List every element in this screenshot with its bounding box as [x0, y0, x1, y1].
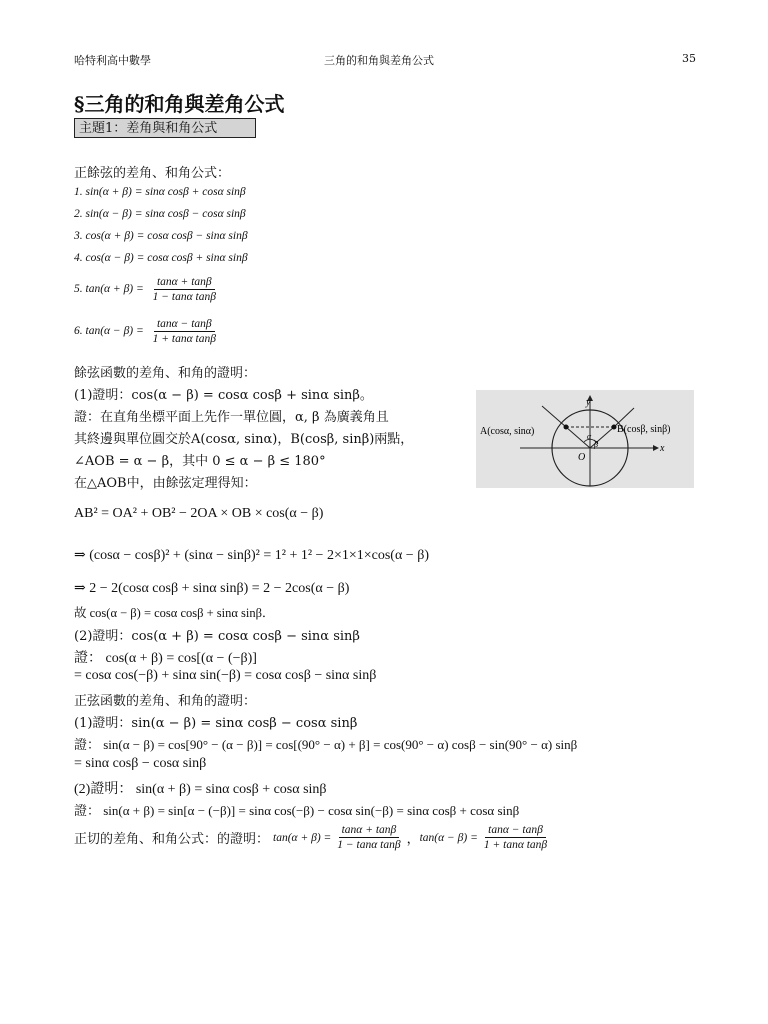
- point-b-label: B(cosβ, sinβ): [617, 424, 671, 435]
- unit-circle-figure: [476, 390, 694, 488]
- sec4-lead: 正切的差角、和角公式：的證明：: [74, 832, 270, 847]
- header-center: 三角的和角與差角公式: [324, 54, 434, 67]
- alpha-label: α: [587, 432, 592, 441]
- ray-a-extension: [542, 406, 566, 427]
- formula-6-lhs: 6. tan(α − β) =: [74, 325, 144, 338]
- formula-5-lhs: 5. tan(α + β) =: [74, 283, 144, 296]
- sec2-equation-3: ⇒ 2 − 2(cosα cosβ + sinα sinβ) = 2 − 2cos(α − β): [74, 581, 350, 596]
- sec2-proof-2-statement: (2)證明：cos(α + β) = cosα cosβ − sinα sinβ: [74, 629, 360, 644]
- origin-label: O: [578, 452, 586, 463]
- formula-6-numerator: tanα − tanβ: [154, 318, 215, 332]
- formula-5-fraction: [150, 276, 219, 303]
- sec4-separator: ，: [406, 832, 420, 847]
- sec2-equation-6: = cosα cos(−β) + sinα sin(−β) = cosα cosβ − sinα sinβ: [74, 668, 377, 683]
- sec3-proof-2-statement: (2)證明： sin(α + β) = sinα cosβ + cosα sinβ: [74, 782, 327, 797]
- formula-2: 2. sin(α − β) = sinα cosβ − cosα sinβ: [74, 208, 246, 220]
- sec2-line-2: 其終邊與單位圓交於A(cosα, sinα)，B(cosβ, sinβ)兩點，: [74, 432, 414, 447]
- sec2-equation-5: 證： cos(α + β) = cos[(α − (−β)]: [74, 651, 257, 666]
- topic-box: 主題1：差角與和角公式: [74, 118, 256, 138]
- sec2-proof-1-statement: (1)證明：cos(α − β) = cosα cosβ + sinα sinβ。: [74, 388, 373, 403]
- point-a: [564, 425, 569, 430]
- sec4-b-numerator: tanα − tanβ: [485, 824, 546, 838]
- formula-5-numerator: tanα + tanβ: [154, 276, 215, 290]
- point-b: [612, 425, 617, 430]
- point-a-label: A(cosα, sinα): [480, 426, 535, 437]
- sec2-equation-2: ⇒ (cosα − cosβ)² + (sinα − sinβ)² = 1² + 1² − 2×1×1×cos(α − β): [74, 548, 429, 563]
- formula-3: 3. cos(α + β) = cosα cosβ − sinα sinβ: [74, 230, 248, 242]
- sec2-line-4: 在△AOB中，由餘弦定理得知：: [74, 476, 257, 491]
- page-title: §三角的和角與差角公式: [74, 92, 285, 116]
- formula-6-fraction: [150, 318, 219, 345]
- sec3-equation-2: = sinα cosβ − cosα sinβ: [74, 756, 207, 771]
- sec4-b-lhs: tan(α − β) =: [419, 831, 478, 844]
- sec3-equation-1: 證： sin(α − β) = cos[90° − (α − β)] = cos[(90° − α) + β] = cos(90° − α) cosβ − sin(90° − α) sinβ: [74, 737, 578, 752]
- sec2-equation-1: AB² = OA² + OB² − 2OA × OB × cos(α − β): [74, 506, 324, 521]
- formula-1: 1. sin(α + β) = sinα cosβ + cosα sinβ: [74, 186, 246, 198]
- sec3-equation-3: 證： sin(α + β) = sin[α − (−β)] = sinα cos(−β) − cosα sin(−β) = sinα cosβ + cosα sinβ: [74, 803, 520, 818]
- sec4-b-fraction: [481, 824, 550, 851]
- sec3-proof-1-statement: (1)證明：sin(α − β) = sinα cosβ − cosα sinβ: [74, 716, 358, 731]
- beta-label: β: [594, 440, 598, 449]
- sec2-heading: 餘弦函數的差角、和角的證明：: [74, 366, 257, 381]
- formula-6-denominator: 1 + tanα tanβ: [152, 333, 216, 345]
- sec4-a-numerator: tanα + tanβ: [339, 824, 400, 838]
- header-left: 哈特利高中數學: [74, 54, 151, 67]
- x-axis-label: x: [660, 443, 665, 454]
- formula-5: [74, 276, 222, 303]
- formula-4: 4. cos(α − β) = cosα cosβ + sinα sinβ: [74, 252, 248, 264]
- sec2-line-3: ∠AOB = α − β，其中 0 ≤ α − β ≤ 180°: [74, 454, 326, 469]
- formula-6: [74, 318, 222, 345]
- sec2-line-1: 證：在直角坐標平面上先作一單位圓，α, β 為廣義角且: [74, 410, 389, 425]
- y-axis-label: y: [586, 397, 591, 408]
- sec2-equation-4: 故 cos(α − β) = cosα cosβ + sinα sinβ．: [74, 606, 275, 620]
- sec4-a-fraction: [334, 824, 403, 851]
- sec3-heading: 正弦函數的差角、和角的證明：: [74, 694, 257, 709]
- sec1-heading: 正餘弦的差角、和角公式：: [74, 166, 231, 181]
- sec4-a-lhs: tan(α + β) =: [273, 831, 332, 844]
- unit-circle-diagram: [476, 390, 694, 488]
- sec4-a-denominator: 1 − tanα tanβ: [337, 839, 401, 851]
- formula-5-denominator: 1 − tanα tanβ: [152, 291, 216, 303]
- sec4-b-denominator: 1 + tanα tanβ: [483, 839, 548, 851]
- sec4-line: [74, 824, 553, 851]
- page-number: 35: [682, 52, 696, 65]
